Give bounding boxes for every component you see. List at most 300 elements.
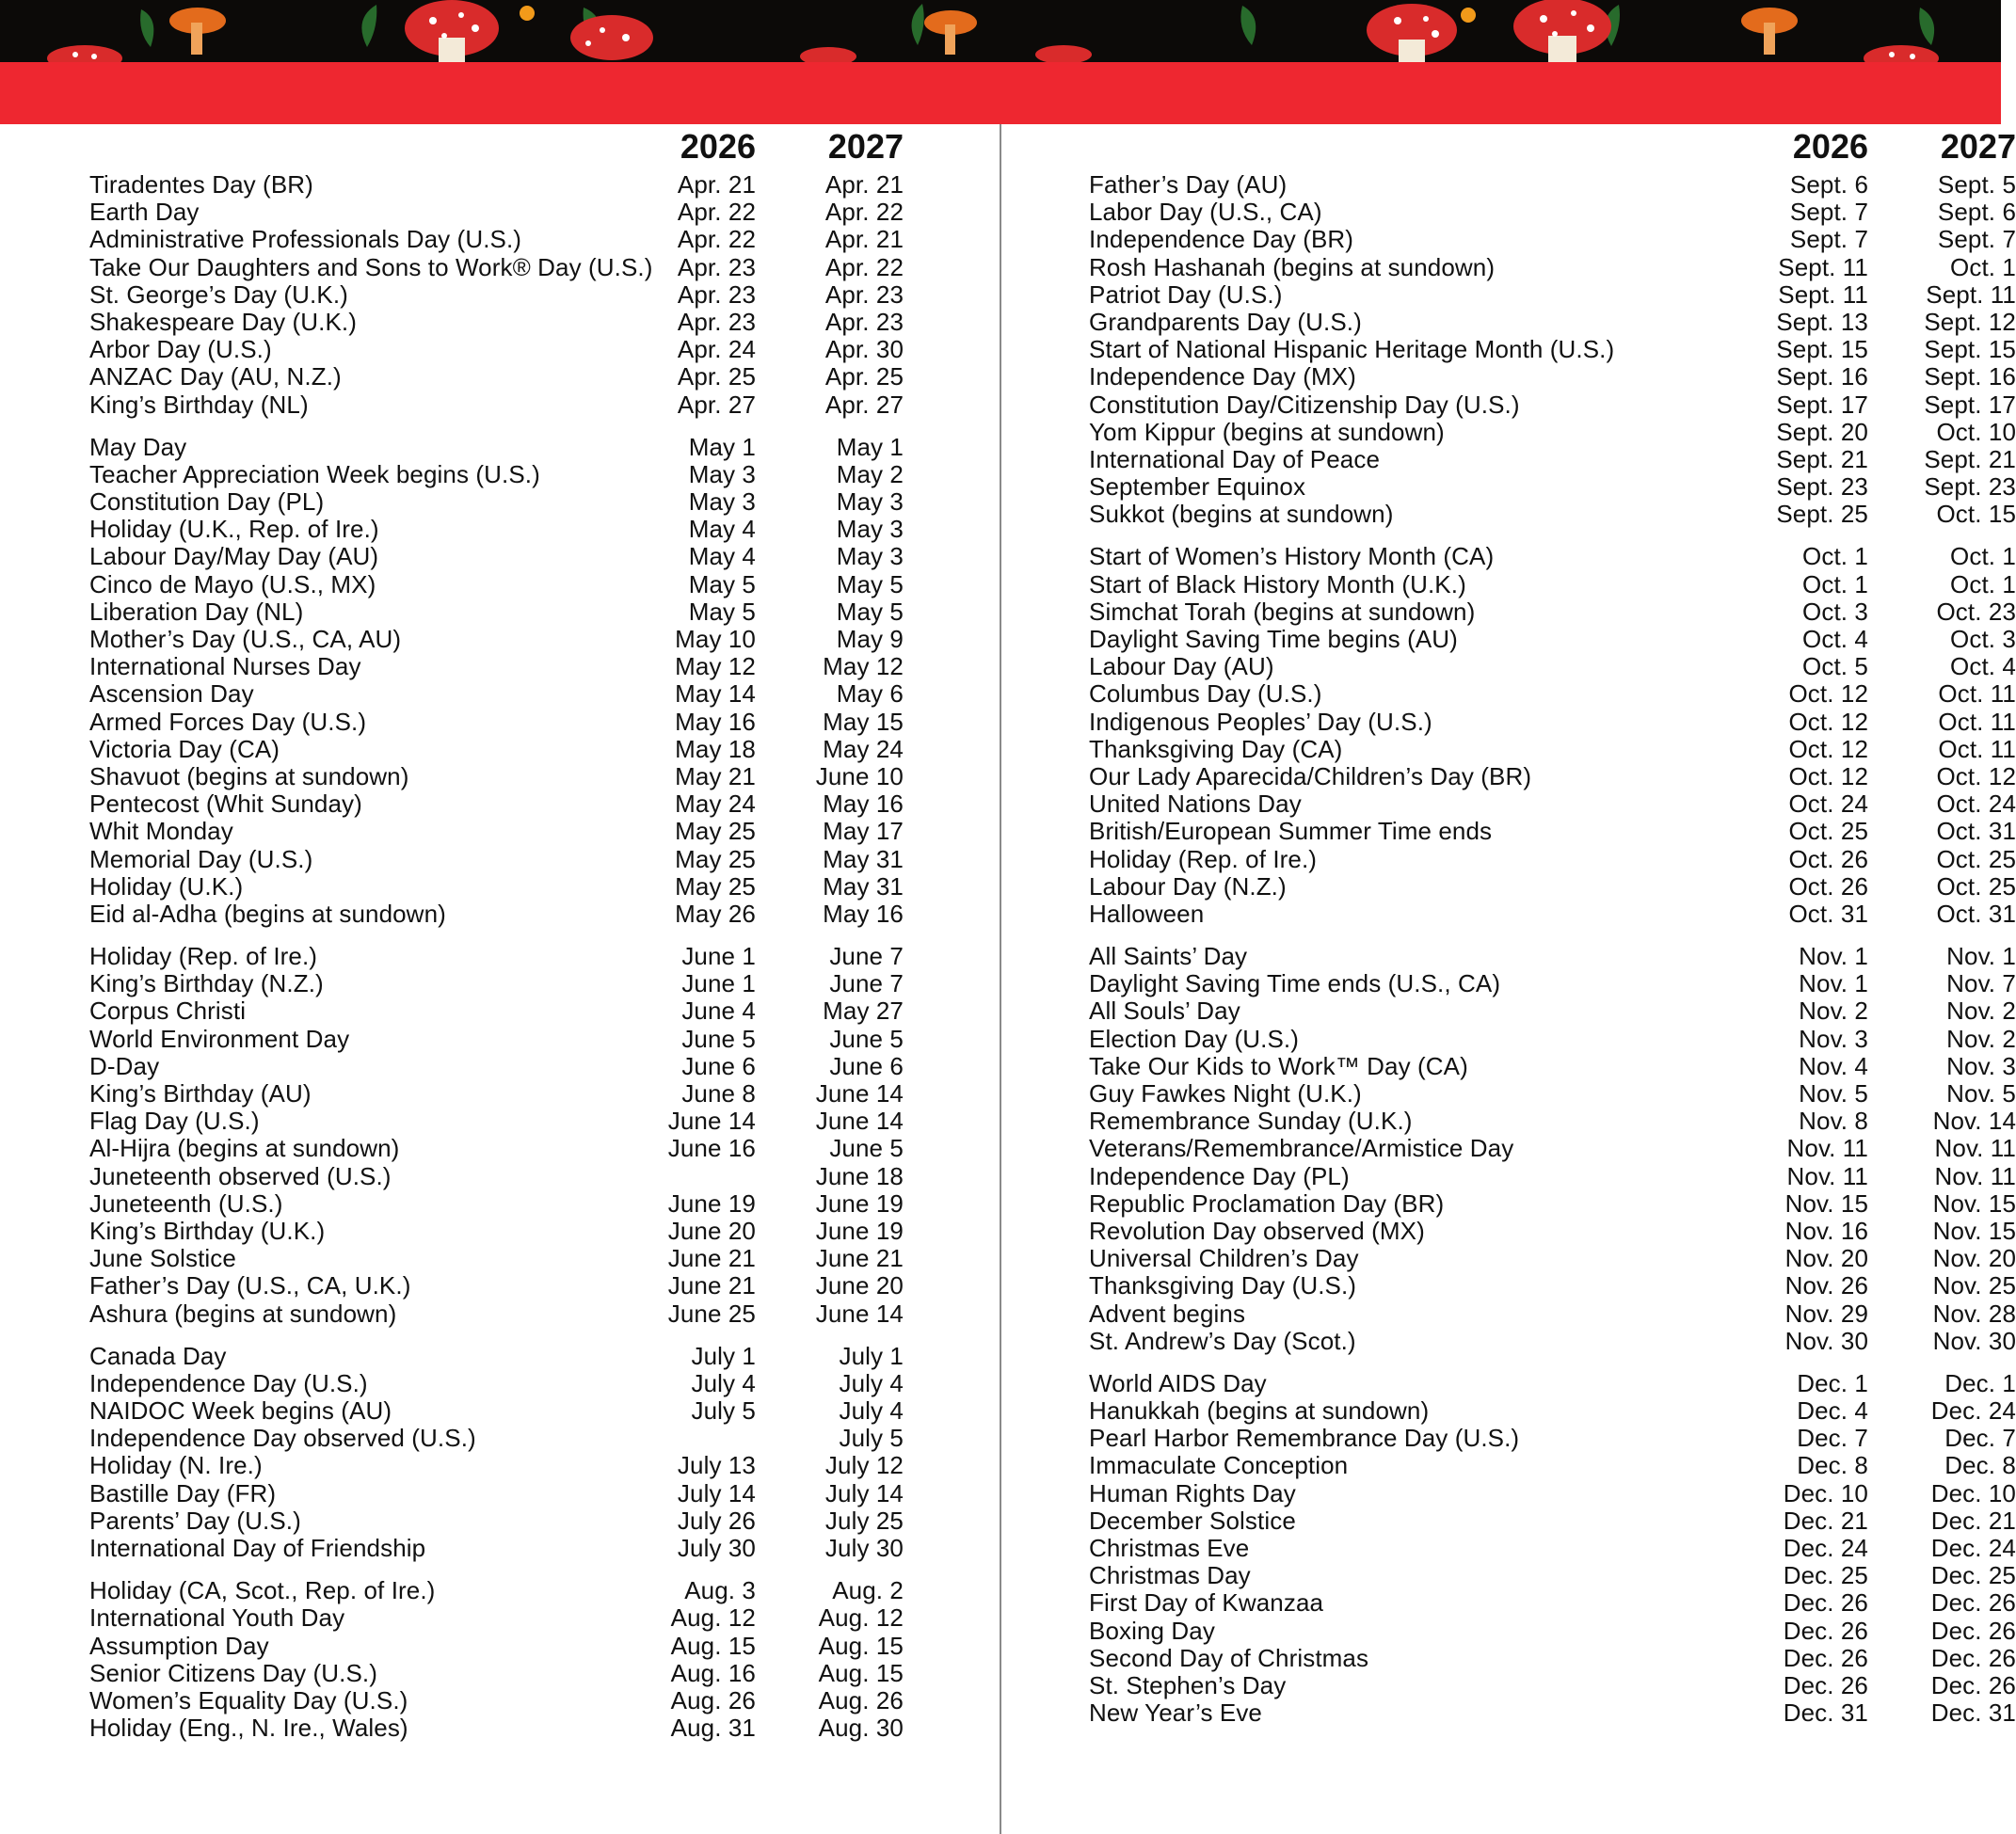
holiday-name: Holiday (U.K.) — [89, 871, 244, 901]
date-2026: Oct. 1 — [1802, 542, 1868, 571]
date-2026: May 24 — [675, 789, 756, 819]
date-2027: June 5 — [829, 1134, 904, 1163]
holiday-name: All Souls’ Day — [1089, 997, 1240, 1026]
date-2027: Sept. 12 — [1924, 307, 2016, 336]
date-2027: June 19 — [815, 1216, 904, 1245]
date-2027: Oct. 1 — [1950, 569, 2016, 598]
date-2026: Oct. 5 — [1802, 652, 1868, 681]
date-2027: Nov. 5 — [1946, 1079, 2016, 1108]
holiday-name: Immaculate Conception — [1089, 1451, 1349, 1480]
date-2026: May 25 — [675, 817, 756, 846]
date-2027: Apr. 27 — [824, 390, 904, 419]
holiday-row — [1001, 734, 2016, 763]
holiday-row — [1001, 252, 2016, 281]
date-2026: Apr. 23 — [677, 307, 756, 336]
date-2026: May 12 — [675, 652, 756, 681]
date-2027: Oct. 1 — [1950, 252, 2016, 281]
date-2026: Sept. 11 — [1778, 279, 1868, 309]
holiday-name: Liberation Day (NL) — [89, 597, 304, 626]
holiday-name: Start of Black History Month (U.K.) — [1089, 569, 1466, 598]
date-2026: June 20 — [667, 1216, 756, 1245]
date-2026: Dec. 26 — [1783, 1670, 1868, 1699]
date-2026: Nov. 1 — [1799, 942, 1868, 971]
holiday-row — [1001, 707, 2016, 736]
holiday-name: Canada Day — [89, 1341, 227, 1370]
holiday-group — [1001, 542, 2016, 928]
holiday-row — [1001, 1396, 2016, 1426]
holiday-name: December Solstice — [1089, 1506, 1296, 1535]
holiday-row — [1001, 1326, 2016, 1355]
date-2027: Dec. 25 — [1930, 1561, 2016, 1590]
holiday-name: Simchat Torah (begins at sundown) — [1089, 597, 1476, 626]
holiday-row — [1001, 1299, 2016, 1328]
date-2027: June 20 — [815, 1271, 904, 1300]
holiday-name: International Youth Day — [89, 1603, 345, 1633]
holiday-name: Columbus Day (U.S.) — [1089, 679, 1322, 709]
date-2027: June 14 — [815, 1107, 904, 1136]
holiday-name: New Year’s Eve — [1089, 1698, 1262, 1728]
date-2027: July 5 — [839, 1424, 904, 1453]
holiday-row — [1001, 1670, 2016, 1699]
holiday-name: Labour Day (N.Z.) — [1089, 871, 1287, 901]
date-2026: Sept. 20 — [1776, 417, 1868, 446]
date-2026: May 5 — [688, 597, 756, 626]
holiday-row — [0, 1135, 1000, 1162]
date-2026: Dec. 21 — [1783, 1506, 1868, 1535]
holiday-name: ANZAC Day (AU, N.Z.) — [89, 362, 342, 391]
date-2027: Nov. 28 — [1932, 1299, 2016, 1328]
date-2027: Aug. 26 — [818, 1685, 904, 1714]
holiday-name: St. Stephen’s Day — [1089, 1670, 1287, 1699]
date-2026: Sept. 23 — [1776, 472, 1868, 502]
date-2027: Apr. 23 — [824, 307, 904, 336]
holiday-row — [0, 709, 1000, 736]
holiday-name: Yom Kippur (begins at sundown) — [1089, 417, 1445, 446]
holiday-name: Father’s Day (U.S., CA, U.K.) — [89, 1271, 411, 1300]
holiday-row — [0, 1053, 1000, 1080]
date-2026: Oct. 4 — [1802, 625, 1868, 653]
date-2026: Nov. 11 — [1786, 1134, 1868, 1163]
holiday-row — [0, 818, 1000, 845]
holiday-row — [1001, 1134, 2016, 1163]
holiday-name: Independence Day (BR) — [1089, 225, 1354, 254]
holiday-row — [1001, 997, 2016, 1026]
date-2026: Nov. 20 — [1784, 1244, 1868, 1273]
holiday-name: NAIDOC Week begins (AU) — [89, 1396, 392, 1426]
date-2026: June 5 — [681, 1024, 756, 1053]
date-2027: Dec. 24 — [1930, 1396, 2016, 1426]
holiday-name: Take Our Daughters and Sons to Work® Day (U.S.) — [89, 252, 653, 281]
holiday-name: Republic Proclamation Day (BR) — [1089, 1188, 1445, 1218]
date-2026: Sept. 7 — [1789, 198, 1868, 227]
date-2027: May 6 — [836, 679, 904, 709]
date-2027: July 1 — [839, 1341, 904, 1370]
holiday-row — [1001, 1478, 2016, 1507]
date-2027: Nov. 7 — [1946, 969, 2016, 998]
date-2027: Dec. 10 — [1930, 1478, 2016, 1507]
date-2026: July 4 — [691, 1368, 756, 1397]
holiday-row — [0, 598, 1000, 626]
holiday-row — [0, 1370, 1000, 1397]
holiday-row — [1001, 1271, 2016, 1300]
holiday-row — [1001, 279, 2016, 309]
holiday-name: King’s Birthday (AU) — [89, 1079, 312, 1108]
holiday-name: Start of National Hispanic Heritage Month (U.S.) — [1089, 335, 1615, 364]
holiday-group — [0, 434, 1000, 928]
holiday-row — [0, 363, 1000, 391]
holiday-row — [0, 846, 1000, 873]
holiday-row — [0, 901, 1000, 928]
holiday-name: Universal Children’s Day — [1089, 1244, 1359, 1273]
holiday-row — [1001, 1506, 2016, 1535]
holiday-name: World Environment Day — [89, 1024, 350, 1053]
holiday-name: May Day — [89, 432, 187, 461]
holiday-name: Pentecost (Whit Sunday) — [89, 789, 362, 819]
date-2027: Oct. 31 — [1936, 899, 2016, 928]
holiday-row — [0, 281, 1000, 309]
date-2026: Dec. 31 — [1783, 1698, 1868, 1728]
holiday-name: Eid al-Adha (begins at sundown) — [89, 899, 446, 928]
date-2027: Oct. 11 — [1938, 679, 2016, 709]
holiday-row — [1001, 844, 2016, 873]
date-2026: Apr. 23 — [677, 252, 756, 281]
date-2027: May 27 — [823, 997, 904, 1026]
date-2026: Oct. 31 — [1788, 899, 1868, 928]
holiday-name: Sukkot (begins at sundown) — [1089, 500, 1394, 529]
date-2026: Nov. 2 — [1799, 997, 1868, 1026]
date-2027: Apr. 22 — [824, 252, 904, 281]
holiday-row — [0, 1480, 1000, 1507]
date-2027: May 17 — [823, 817, 904, 846]
date-2026: Dec. 7 — [1797, 1424, 1868, 1453]
date-2027: Oct. 25 — [1936, 871, 2016, 901]
holiday-row — [1001, 225, 2016, 254]
date-2027: Sept. 16 — [1924, 362, 2016, 391]
date-2027: Dec. 26 — [1930, 1588, 2016, 1618]
date-2026: Aug. 26 — [670, 1685, 756, 1714]
holiday-name: Constitution Day/Citizenship Day (U.S.) — [1089, 390, 1520, 419]
date-2026: Dec. 1 — [1797, 1368, 1868, 1397]
date-2027: Nov. 2 — [1946, 1024, 2016, 1053]
holiday-name: Mother’s Day (U.S., CA, AU) — [89, 625, 402, 653]
date-2027: Oct. 24 — [1936, 789, 2016, 819]
date-2027: Apr. 21 — [824, 170, 904, 199]
holiday-row — [1001, 1534, 2016, 1562]
holiday-row — [1001, 1698, 2016, 1728]
holiday-row — [1001, 761, 2016, 790]
date-2027: Dec. 26 — [1930, 1643, 2016, 1672]
date-2026: Oct. 12 — [1788, 707, 1868, 736]
holiday-name: Memorial Day (U.S.) — [89, 844, 313, 873]
date-2026: Sept. 13 — [1776, 307, 1868, 336]
date-2026: Oct. 24 — [1788, 789, 1868, 819]
holiday-row — [0, 226, 1000, 253]
date-2027: July 25 — [824, 1506, 904, 1535]
date-2026: June 1 — [681, 969, 756, 998]
date-2026: June 21 — [667, 1244, 756, 1273]
holiday-group — [0, 1343, 1000, 1563]
date-2026: Nov. 11 — [1786, 1161, 1868, 1190]
date-2026: July 13 — [677, 1451, 756, 1480]
holiday-row — [1001, 417, 2016, 446]
holiday-row — [1001, 871, 2016, 901]
holiday-name: Ashura (begins at sundown) — [89, 1299, 397, 1328]
holiday-row — [1001, 1161, 2016, 1190]
date-2026: Nov. 5 — [1799, 1079, 1868, 1108]
holiday-name: Al-Hijra (begins at sundown) — [89, 1134, 400, 1163]
holiday-name: Whit Monday — [89, 817, 233, 846]
date-2026: Oct. 12 — [1788, 761, 1868, 790]
date-2027: May 5 — [836, 597, 904, 626]
holiday-name: Remembrance Sunday (U.K.) — [1089, 1107, 1413, 1136]
holiday-row — [1001, 472, 2016, 502]
holiday-row — [0, 1397, 1000, 1425]
header-red-bar — [0, 62, 2001, 124]
date-2027: Dec. 26 — [1930, 1616, 2016, 1645]
holiday-name: D-Day — [89, 1051, 160, 1080]
holiday-row — [0, 516, 1000, 543]
holiday-name: Pearl Harbor Remembrance Day (U.S.) — [1089, 1424, 1520, 1453]
holiday-row — [1001, 1051, 2016, 1080]
holiday-row — [0, 1452, 1000, 1479]
date-2026: Oct. 26 — [1788, 844, 1868, 873]
holiday-name: Holiday (CA, Scot., Rep. of Ire.) — [89, 1576, 436, 1605]
date-2027: May 9 — [836, 625, 904, 653]
mushroom-pattern-icon — [0, 0, 2001, 62]
date-2026: May 4 — [688, 515, 756, 544]
date-2027: Dec. 26 — [1930, 1670, 2016, 1699]
date-2026: June 25 — [667, 1299, 756, 1328]
date-2026: Oct. 1 — [1802, 569, 1868, 598]
date-2026: Dec. 4 — [1797, 1396, 1868, 1426]
holiday-row — [1001, 1107, 2016, 1136]
holiday-row — [0, 199, 1000, 226]
holiday-name: Patriot Day (U.S.) — [1089, 279, 1283, 309]
date-2026: May 16 — [675, 707, 756, 736]
holiday-name: King’s Birthday (N.Z.) — [89, 969, 324, 998]
date-2027: June 18 — [815, 1161, 904, 1190]
date-2027: Nov. 20 — [1932, 1244, 2016, 1273]
holiday-name: Corpus Christi — [89, 997, 247, 1026]
holiday-name: Tiradentes Day (BR) — [89, 170, 313, 199]
date-2026: June 1 — [681, 942, 756, 971]
date-2026: Nov. 15 — [1784, 1188, 1868, 1218]
date-2027: Oct. 31 — [1936, 817, 2016, 846]
holiday-row — [1001, 652, 2016, 681]
holiday-name: United Nations Day — [1089, 789, 1302, 819]
holiday-row — [0, 254, 1000, 281]
date-2026: Apr. 27 — [677, 390, 756, 419]
date-2026: Dec. 10 — [1783, 1478, 1868, 1507]
date-2027: Dec. 1 — [1944, 1368, 2016, 1397]
holiday-row — [1001, 1616, 2016, 1645]
date-2026: Nov. 30 — [1784, 1326, 1868, 1355]
holiday-name: Bastille Day (FR) — [89, 1478, 277, 1507]
holiday-row — [0, 997, 1000, 1025]
date-2027: Dec. 8 — [1944, 1451, 2016, 1480]
date-2027: July 14 — [824, 1478, 904, 1507]
date-2027: Nov. 11 — [1934, 1134, 2016, 1163]
date-2027: May 31 — [823, 844, 904, 873]
holiday-name: Women’s Equality Day (U.S.) — [89, 1685, 408, 1714]
holiday-name: Christmas Day — [1089, 1561, 1251, 1590]
date-2026: May 5 — [688, 569, 756, 598]
holiday-name: Arbor Day (U.S.) — [89, 335, 272, 364]
date-2027: Apr. 22 — [824, 198, 904, 227]
holiday-name: All Saints’ Day — [1089, 942, 1248, 971]
date-2027: Oct. 1 — [1950, 542, 2016, 571]
date-2026: Nov. 29 — [1784, 1299, 1868, 1328]
date-2027: May 3 — [836, 515, 904, 544]
date-2026: May 25 — [675, 871, 756, 901]
holiday-row — [1001, 1424, 2016, 1453]
holiday-name: World AIDS Day — [1089, 1368, 1267, 1397]
holiday-name: Flag Day (U.S.) — [89, 1107, 260, 1136]
date-2026: Nov. 8 — [1799, 1107, 1868, 1136]
holiday-row — [1001, 1216, 2016, 1245]
holiday-row — [0, 1687, 1000, 1714]
date-2026: Oct. 12 — [1788, 734, 1868, 763]
holiday-row — [1001, 1451, 2016, 1480]
holiday-row — [0, 434, 1000, 461]
date-2026: Oct. 3 — [1802, 597, 1868, 626]
date-2026: Oct. 26 — [1788, 871, 1868, 901]
holiday-name: Father’s Day (AU) — [1089, 170, 1288, 199]
holiday-list — [0, 171, 1000, 1757]
holiday-row — [1001, 789, 2016, 819]
holiday-name: Victoria Day (CA) — [89, 734, 280, 763]
holiday-row — [1001, 170, 2016, 199]
holiday-name: Revolution Day observed (MX) — [1089, 1216, 1425, 1245]
date-2027: Oct. 4 — [1950, 652, 2016, 681]
date-2027: May 1 — [836, 432, 904, 461]
date-2026: June 4 — [681, 997, 756, 1026]
date-2027: May 2 — [836, 459, 904, 488]
date-2026: May 3 — [688, 487, 756, 517]
holiday-row — [1001, 1244, 2016, 1273]
holiday-name: First Day of Kwanzaa — [1089, 1588, 1324, 1618]
date-2027: Nov. 3 — [1946, 1051, 2016, 1080]
date-2027: Sept. 7 — [1937, 225, 2016, 254]
holiday-row — [1001, 390, 2016, 419]
date-2027: Nov. 11 — [1934, 1161, 2016, 1190]
date-2026: Apr. 23 — [677, 279, 756, 309]
date-2026: June 14 — [667, 1107, 756, 1136]
holiday-name: Teacher Appreciation Week begins (U.S.) — [89, 459, 540, 488]
date-2026: May 18 — [675, 734, 756, 763]
date-2027: Oct. 25 — [1936, 844, 2016, 873]
date-2027: May 3 — [836, 542, 904, 571]
date-2026: May 3 — [688, 459, 756, 488]
date-2026: July 1 — [691, 1341, 756, 1370]
date-2026: May 26 — [675, 899, 756, 928]
holiday-row — [0, 1535, 1000, 1562]
holiday-row — [0, 873, 1000, 901]
date-2026: Nov. 26 — [1784, 1271, 1868, 1300]
date-2027: Sept. 6 — [1937, 198, 2016, 227]
date-2026: Sept. 11 — [1778, 252, 1868, 281]
holiday-name: Holiday (N. Ire.) — [89, 1451, 263, 1480]
date-2027: June 21 — [815, 1244, 904, 1273]
date-2026: Dec. 26 — [1783, 1643, 1868, 1672]
holiday-row — [1001, 1079, 2016, 1108]
date-2027: June 5 — [829, 1024, 904, 1053]
holiday-name: Hanukkah (begins at sundown) — [1089, 1396, 1430, 1426]
holiday-name: Armed Forces Day (U.S.) — [89, 707, 367, 736]
holiday-name: International Nurses Day — [89, 652, 361, 681]
holiday-row — [1001, 1588, 2016, 1618]
holiday-row — [1001, 899, 2016, 928]
holiday-name: June Solstice — [89, 1244, 236, 1273]
holiday-name: Juneteenth (U.S.) — [89, 1188, 283, 1218]
holiday-group — [1001, 1368, 2016, 1728]
date-2027: Apr. 30 — [824, 335, 904, 364]
holiday-name: Second Day of Christmas — [1089, 1643, 1369, 1672]
holiday-name: Ascension Day — [89, 679, 254, 709]
holiday-name: Veterans/Remembrance/Armistice Day — [1089, 1134, 1514, 1163]
date-2027: Nov. 1 — [1946, 942, 2016, 971]
holiday-row — [0, 1190, 1000, 1218]
holiday-name: International Day of Friendship — [89, 1534, 426, 1562]
date-2026: July 5 — [691, 1396, 756, 1426]
holiday-name: Administrative Professionals Day (U.S.) — [89, 225, 522, 254]
date-2026: Oct. 12 — [1788, 679, 1868, 709]
holiday-group — [0, 943, 1000, 1328]
holiday-group — [1001, 942, 2016, 1355]
date-2026: June 21 — [667, 1271, 756, 1300]
date-2026: Apr. 22 — [677, 225, 756, 254]
holiday-row — [0, 1245, 1000, 1272]
holiday-list — [1001, 170, 2016, 1742]
date-2027: Nov. 15 — [1932, 1216, 2016, 1245]
holiday-name: Thanksgiving Day (CA) — [1089, 734, 1343, 763]
year-2026-heading: 2026 — [1792, 127, 1868, 166]
date-2027: Nov. 30 — [1932, 1326, 2016, 1355]
date-2026: Nov. 3 — [1799, 1024, 1868, 1053]
holiday-row — [0, 790, 1000, 818]
date-2026: Oct. 25 — [1788, 817, 1868, 846]
holiday-name: Independence Day observed (U.S.) — [89, 1424, 476, 1453]
holiday-row — [1001, 1561, 2016, 1590]
date-2026: June 8 — [681, 1079, 756, 1108]
date-2026: Sept. 6 — [1789, 170, 1868, 199]
date-2027: Dec. 21 — [1930, 1506, 2016, 1535]
holiday-row — [0, 488, 1000, 516]
date-2027: May 12 — [823, 652, 904, 681]
date-2026: Sept. 7 — [1789, 225, 1868, 254]
date-2027: Oct. 15 — [1936, 500, 2016, 529]
holiday-row — [1001, 1024, 2016, 1053]
date-2026: Sept. 25 — [1776, 500, 1868, 529]
holiday-row — [1001, 1643, 2016, 1672]
date-2027: Aug. 30 — [818, 1714, 904, 1743]
holiday-row — [1001, 1188, 2016, 1218]
holiday-row — [0, 626, 1000, 653]
holiday-name: Assumption Day — [89, 1631, 269, 1660]
date-2027: Oct. 12 — [1936, 761, 2016, 790]
holiday-row — [1001, 679, 2016, 709]
date-2026: May 10 — [675, 625, 756, 653]
year-2027-heading: 2027 — [827, 127, 904, 166]
holiday-name: Shakespeare Day (U.K.) — [89, 307, 357, 336]
date-2026: June 6 — [681, 1051, 756, 1080]
date-2026: Aug. 31 — [670, 1714, 756, 1743]
holiday-row — [0, 1714, 1000, 1742]
date-2026: Apr. 22 — [677, 198, 756, 227]
holiday-row — [1001, 335, 2016, 364]
holiday-row — [1001, 817, 2016, 846]
holiday-row — [0, 336, 1000, 363]
